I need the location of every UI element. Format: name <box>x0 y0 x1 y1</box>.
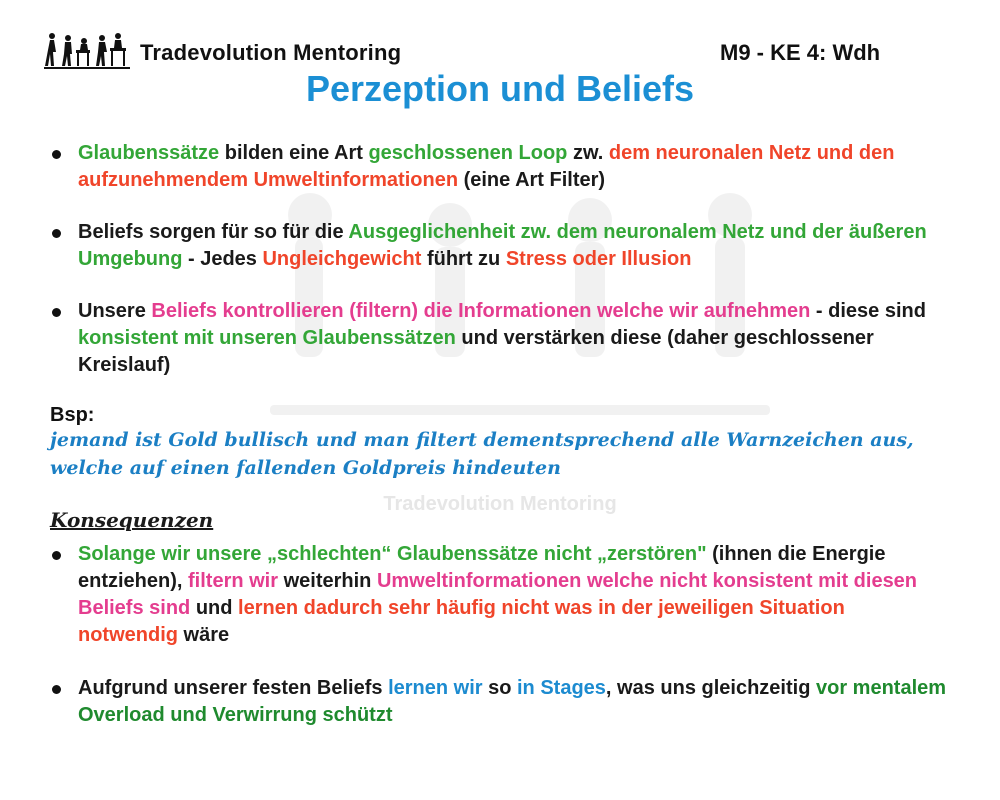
example-label: Bsp: <box>50 404 95 426</box>
text-segment: vor mentalem Overload und Verwirrung schützt <box>78 677 947 726</box>
bullet-icon <box>52 150 61 159</box>
text-segment: weiterhin <box>278 570 377 592</box>
text-segment: filtern wir <box>188 570 279 592</box>
text-segment: Glaubenssätze <box>78 142 220 164</box>
bullet-item <box>50 298 950 379</box>
example-text: jemand ist Gold bullisch und man filtert dementsprechend alle Warnzeichen aus, welche auf einen fallenden Goldpreis hindeuten <box>50 429 914 479</box>
text-segment: Ungleichgewicht <box>262 248 422 270</box>
text-segment: bilden eine Art <box>219 142 369 164</box>
module-label: M9 - KE 4: Wdh <box>720 40 881 65</box>
evolution-figures-logo-icon <box>44 30 130 70</box>
consequence-text <box>78 675 950 729</box>
bullet-icon <box>52 685 61 694</box>
section-heading: Konsequenzen <box>50 508 214 532</box>
text-segment: wäre <box>177 624 230 646</box>
text-segment: führt zu <box>421 248 506 270</box>
text-segment: Aufgrund unserer festen Beliefs <box>78 677 389 699</box>
bullet-item <box>50 140 950 194</box>
text-segment: lernen dadurch sehr häufig nicht was in der jeweiligen Situation notwendig <box>78 597 845 646</box>
text-segment: , was uns gleichzeitig <box>605 677 816 699</box>
text-segment: in Stages <box>517 677 606 699</box>
text-segment: Solange wir unsere „schlechten“ Glaubenssätze nicht „zerstören" <box>78 543 707 565</box>
text-segment: Unsere <box>78 300 152 322</box>
text-segment: und verstärken diese (daher geschlossener Kreislauf) <box>78 327 874 376</box>
text-segment: konsistent mit unseren Glaubenssätzen <box>78 327 456 349</box>
text-segment: Umweltinformationen welche nicht konsistent mit diesen Beliefs sind <box>78 570 918 619</box>
text-segment: (eine Art Filter) <box>458 169 606 191</box>
bullet-text <box>78 298 950 379</box>
text-segment: dem neuronalen Netz und den aufzunehmendem Umweltinformationen <box>78 142 895 191</box>
text-segment: so <box>482 677 517 699</box>
text-segment: zw. <box>567 142 609 164</box>
text-segment: (ihnen die Energie entziehen), <box>78 543 886 592</box>
watermark-text: Tradevolution Mentoring <box>383 493 617 515</box>
brand-name: Tradevolution Mentoring <box>140 40 402 65</box>
consequence-text <box>78 541 950 649</box>
text-segment: - diese sind <box>810 300 926 322</box>
text-segment: Stress oder Illusion <box>505 248 692 270</box>
text-segment: lernen wir <box>388 677 483 699</box>
bullet-icon <box>52 229 61 238</box>
text-segment: Ausgeglichenheit zw. dem neuronalem Netz und der äußeren Umgebung <box>78 221 927 270</box>
bullet-icon <box>52 308 61 317</box>
page-title: Perzeption und Beliefs <box>305 68 695 109</box>
bullet-text <box>78 219 950 273</box>
text-segment: - Jedes <box>182 248 263 270</box>
text-segment: geschlossenen Loop <box>368 142 568 164</box>
bullet-text <box>78 140 950 194</box>
bullet-icon <box>52 551 61 560</box>
text-segment: Beliefs sorgen für so für die <box>78 221 349 243</box>
consequence-item <box>50 675 950 729</box>
text-segment: und <box>190 597 239 619</box>
consequence-item <box>50 541 950 649</box>
bullet-item <box>50 219 950 273</box>
text-segment: Beliefs kontrollieren (filtern) die Informationen welche wir aufnehmen <box>151 300 811 322</box>
